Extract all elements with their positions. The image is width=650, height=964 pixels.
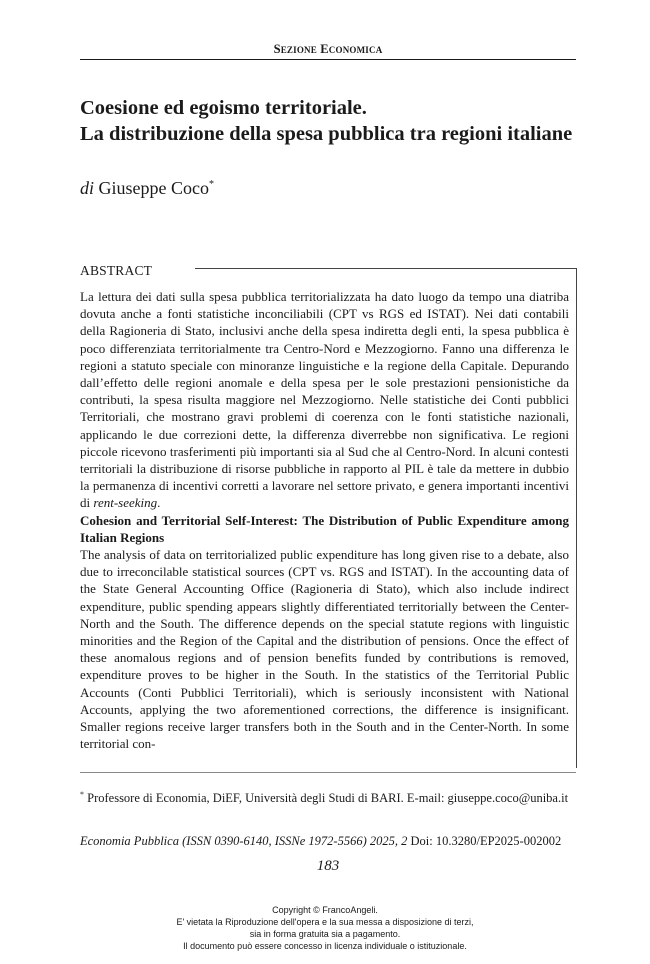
author-line bbox=[80, 178, 214, 199]
journal-citation bbox=[80, 834, 580, 849]
footnote-rule bbox=[80, 772, 576, 773]
footnote bbox=[80, 787, 576, 806]
title-line-2: La distribuzione della spesa pubblica tra regioni italiane bbox=[80, 123, 573, 145]
copyright-notice bbox=[0, 904, 650, 952]
abstract-side-rule bbox=[576, 268, 577, 768]
copyright-line-3: sia in forma gratuita sia a pagamento. bbox=[249, 929, 401, 939]
article-title bbox=[80, 95, 580, 147]
footnote-text: Professore di Economia, DiEF, Università degli Studi di BARI. E-mail: giuseppe.coco@uniba.it bbox=[87, 791, 569, 806]
abstract-italian bbox=[80, 288, 569, 512]
copyright-line-4: Il documento può essere concesso in licenza individuale o istituzionale. bbox=[183, 941, 467, 951]
journal-doi: Doi: 10.3280/EP2025-002002 bbox=[410, 834, 562, 848]
abstract-body bbox=[80, 288, 569, 752]
copyright-line-1: Copyright © FrancoAngeli. bbox=[272, 905, 378, 915]
abstract-heading: ABSTRACT bbox=[80, 263, 153, 278]
journal-citation-text: Economia Pubblica (ISSN 0390-6140, ISSNe 1972-5566) 2025, 2 bbox=[80, 834, 408, 848]
page-number: 183 bbox=[316, 858, 340, 874]
author-name: Giuseppe Coco bbox=[98, 178, 209, 198]
abstract-english-text: The analysis of data on territorialized public expenditure has long given rise to a debate, also due to irreconcilable statistical sources (CPT vs. RGS and ISTAT). In the accounting data of the State General Accounting Office (Ragioneria di Stato), which also include indirect expenditure, public spending appears slightly differentiated territorially between the Center-North and the South. The difference depends on the special statute regions with linguistic minorities and the Region of the Capital and the distribution of pensions. Once the effect of these anomalous regions and of pension benefits funded by contributions is removed, expenditure proves to be higher in the South. In the statistics of the Territorial Public Accounts (Conti Pubblici Territoriali), which is seriously inconsistent with National Accounts, applying the two aforementioned corrections, the difference is insignificant. Smaller regions receive larger transfers both in the South and in the Center-North. In some territorial con- bbox=[80, 547, 569, 752]
abstract-italian-punct: . bbox=[157, 495, 161, 511]
abstract-top-rule bbox=[195, 268, 576, 269]
header-rule bbox=[80, 59, 576, 60]
footnote-mark: * bbox=[80, 790, 84, 799]
copyright-line-2: E' vietata la Riproduzione dell'opera e la sua messa a disposizione di terzi, bbox=[176, 917, 474, 927]
abstract-italian-text: La lettura dei dati sulla spesa pubblica territorializzata ha dato luogo da tempo una diatriba dovuta anche a fonti statistiche inconciliabili (CPT vs RGS ed ISTAT). Nei dati contabili della Ragioneria di Stato, inclusivi anche della spesa indiretta degli enti, la spesa pubblica è poco differenziata territorialmente tra Centro-Nord e Mezzogiorno. Fanno una differenza le regioni a statuto speciale con minoranze linguistiche e la regione della Capitale. Depurando dall’effetto delle regioni anomale e della spesa per le sole prestazioni pensionistiche da contributi, la spesa risulta maggiore nel Mezzogiorno. Nelle statistiche dei Conti pubblici Territoriali, che mostrano gravi problemi di coerenza con le fonti statistiche nazionali, applicando le due correzioni dette, la differenza diverrebbe non significativa. Le regioni piccole ricevono trasferimenti più importanti sia al Sud che al Centro-Nord. In alcuni contesti territoriali la distribuzione di risorse pubbliche in rapporto al PIL è tale da mettere in dubbio la permanenza di incentivi corretti a lavorare nel settore privato, e genera importanti incentivi di bbox=[80, 289, 569, 511]
abstract-english-title: Cohesion and Territorial Self-Interest: The Distribution of Public Expenditure among Italian Regions bbox=[80, 512, 569, 545]
title-line-1: Coesione ed egoismo territoriale. bbox=[80, 97, 367, 119]
author-footnote-mark: * bbox=[209, 179, 214, 190]
author-prefix: di bbox=[80, 178, 95, 198]
section-header bbox=[80, 42, 576, 57]
abstract-italian-italic: rent-seeking bbox=[93, 495, 158, 511]
section-header-text: Sezione Economica bbox=[273, 42, 383, 56]
